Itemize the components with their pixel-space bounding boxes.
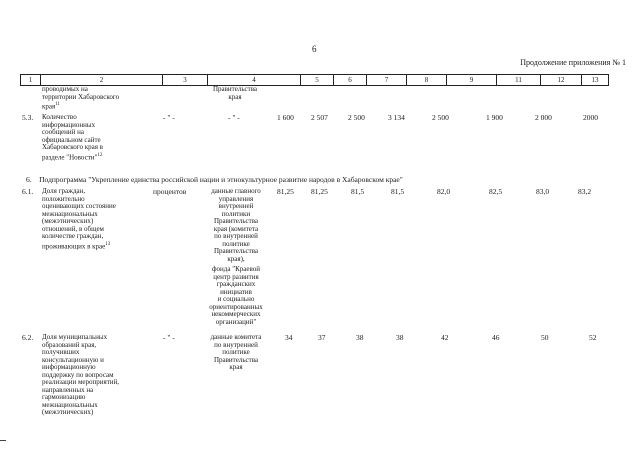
- value-cell: 2 500: [432, 113, 449, 122]
- unit-cell: - " -: [163, 333, 175, 342]
- value-cell: 52: [589, 333, 597, 342]
- top-row-source: Правительства края: [212, 85, 258, 101]
- header-row-table: [20, 74, 609, 86]
- value-cell: 82,5: [489, 187, 503, 196]
- value-cell: 1 900: [486, 113, 503, 122]
- source-cell: данные комитета по внутренней политике Правительства края: [210, 333, 262, 371]
- value-cell: 2 000: [535, 113, 552, 122]
- page-number: 6: [312, 44, 317, 54]
- value-cell: 38: [356, 333, 364, 342]
- value-cell: 2000: [583, 113, 598, 122]
- source-cell: фонда "Краевой центр развития гражданских инициатив и социально ориентированных некоммерческих организаций": [209, 265, 263, 326]
- source-cell: данные главного управления внутренней политики Правительства края (комитета по внутренней политике Правительства края),: [211, 187, 261, 263]
- value-cell: 83,0: [536, 187, 550, 196]
- value-cell: 81,25: [277, 187, 294, 196]
- page-edge-mark: [0, 440, 6, 441]
- indicator-name: Доля муниципальных образований края, получивших консультационную и информационную поддержку по вопросам реализации мероприятий, направленных на гармонизацию межнациональных (межэтнических): [42, 333, 120, 416]
- value-cell: 81,25: [311, 187, 328, 196]
- subprogram-number: 6.: [26, 175, 32, 184]
- value-cell: 2 507: [311, 113, 328, 122]
- row-number: 6.1.: [22, 187, 34, 196]
- footnote-ref: 11: [55, 102, 61, 107]
- value-cell: 1 600: [277, 113, 294, 122]
- value-cell: 82,0: [437, 187, 451, 196]
- value-cell: 38: [396, 333, 404, 342]
- subprogram-title: [26, 175, 403, 184]
- continuation-label: Продолжение приложения № 1: [520, 58, 626, 67]
- footnote-ref: 13: [105, 241, 111, 247]
- value-cell: 42: [441, 333, 449, 342]
- value-cell: 34: [285, 333, 293, 342]
- unit-cell: - " -: [163, 113, 175, 122]
- value-cell: 3 134: [388, 113, 405, 122]
- value-cell: 50: [541, 333, 549, 342]
- header-col: 2: [41, 75, 163, 86]
- header-col: 5: [301, 75, 334, 86]
- indicator-name: Доля граждан, положительно оценивающих состояние межнациональных (межэтнических) отношений, в общем количестве граждан, проживающих в крае$^{13}$: [42, 187, 116, 250]
- indicator-name: Количество информационных сообщений на официальном сайте Хабаровского края в разделе "Новости"$^{12}$: [42, 113, 103, 161]
- row-number: 5.3.: [22, 113, 34, 122]
- header-col: 4: [208, 75, 301, 86]
- header-col: 9: [447, 75, 497, 86]
- footnote-ref: 12: [97, 152, 103, 158]
- value-cell: 37: [318, 333, 326, 342]
- value-cell: 2 500: [348, 113, 365, 122]
- header-col: 13: [582, 75, 609, 86]
- value-cell: 46: [492, 333, 500, 342]
- source-cell: - " -: [228, 113, 240, 122]
- header-col: 3: [163, 75, 208, 86]
- header-col: 8: [407, 75, 447, 86]
- top-row-name: проводимых на территории Хабаровского края$^{11}$: [42, 85, 120, 111]
- header-row: [21, 75, 609, 86]
- value-cell: 81,5: [391, 187, 405, 196]
- header-col: 11: [497, 75, 541, 86]
- value-cell: 81,5: [351, 187, 365, 196]
- row-number: 6.2.: [22, 333, 34, 342]
- header-col: 7: [367, 75, 407, 86]
- header-col: 12: [541, 75, 582, 86]
- value-cell: 83,2: [578, 187, 592, 196]
- subprogram-text: Подпрограмма "Укрепление единства российской нации и этнокультурное развитие народов в Хабаровском крае": [39, 175, 403, 184]
- header-col: 6: [334, 75, 367, 86]
- unit-cell: процентов: [153, 187, 187, 196]
- header-col: 1: [21, 75, 41, 86]
